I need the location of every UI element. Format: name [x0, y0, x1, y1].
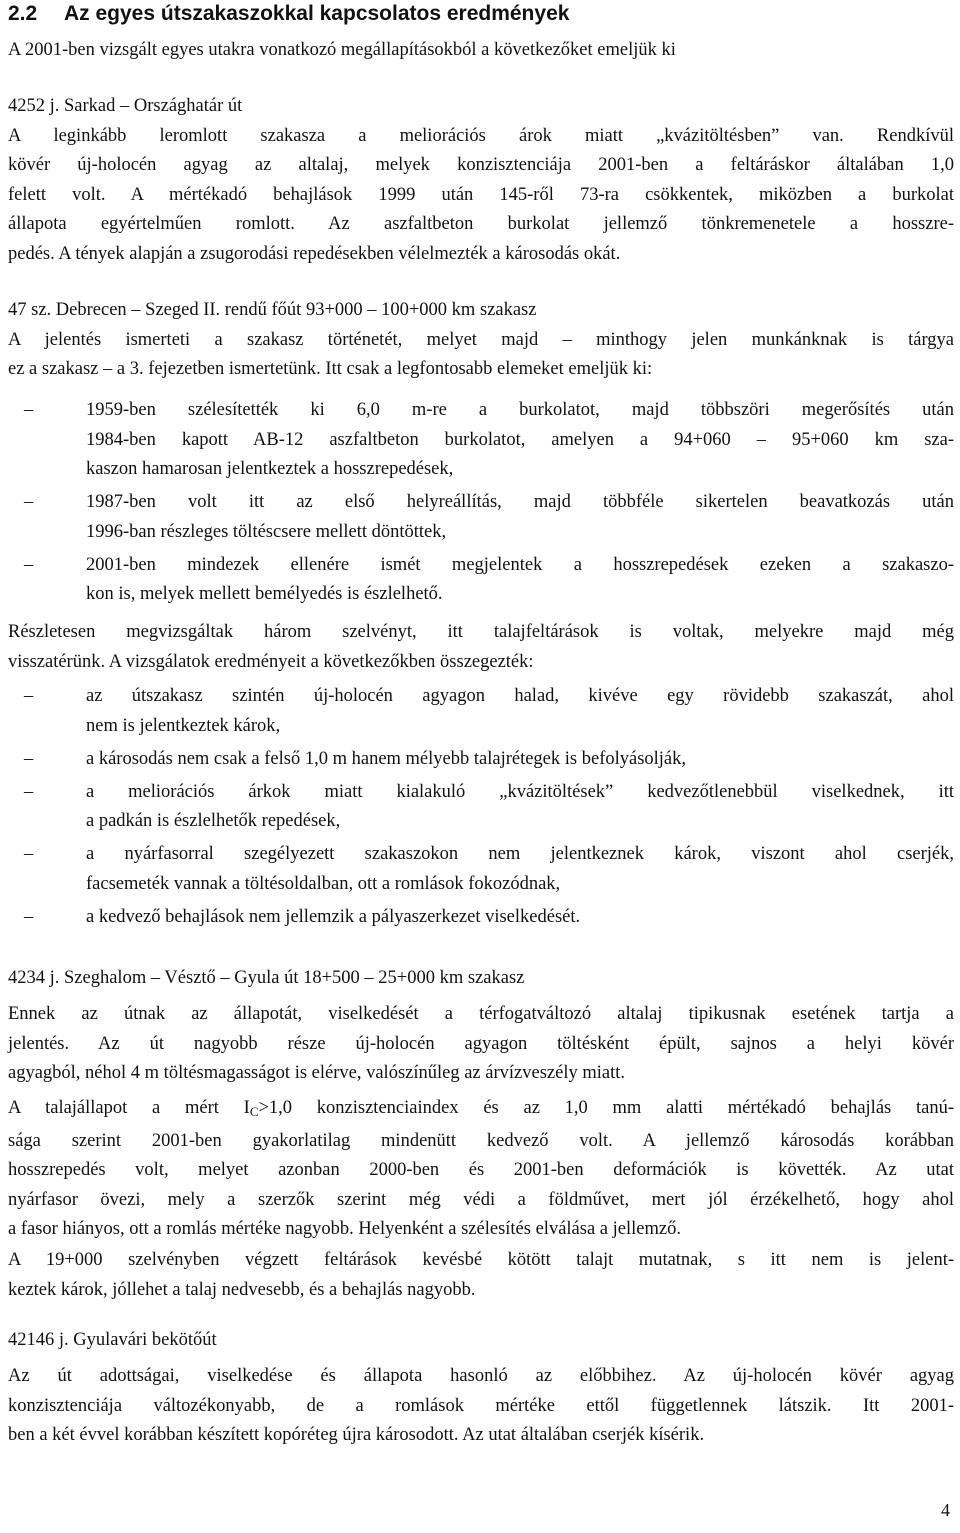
bullet-line: a kedvező behajlások nem jellemzik a pályaszerkezet viselkedését.: [86, 906, 581, 927]
bullet-line: nem is jelentkeztek károk,: [86, 715, 281, 736]
road1-line: A leginkább leromlott szakasza a meliorációs árok miatt „kvázitöltésben” van. Rendkívül: [8, 125, 954, 146]
road4-line: ben a két évvel korábban készített kopóréteg újra károsodott. Az utat általában cserjék kísérik.: [8, 1425, 705, 1445]
bullet-line: kon is, melyek mellett bemélyedés is észlelhető.: [86, 584, 443, 604]
ic-suffix: >1,0 konzisztenciaindex és az 1,0 mm alatti mértékadó behajlás tanú-: [258, 1098, 954, 1118]
road3-line: [8, 1094, 954, 1127]
list-item: [8, 488, 954, 547]
road1-line: felett volt. A mértékadó behajlások 1999 után 145-ről 73-ra csökkentek, miközben a burkolat: [8, 184, 954, 205]
section-number: 2.2: [8, 2, 38, 25]
ic-subscript: C: [249, 1104, 259, 1119]
bullet-dash: –: [24, 686, 34, 706]
bullet-line: facsemeték vannak a töltésoldalban, ott a romlások fokozódnak,: [86, 873, 561, 894]
bullet-line: a padkán is észlelhetők repedések,: [86, 811, 341, 831]
road1-block: [8, 92, 954, 269]
bullet-line: a meliorációs árkok miatt kialakuló „kvázitöltések” kedvezőtlenebbül viselkednek, itt: [86, 781, 954, 802]
road2-para2-line: visszatérünk. A vizsgálatok eredményeit a következőkben összegezték:: [8, 651, 534, 672]
road4-title: 42146 j. Gyulavári bekötőút: [8, 1330, 217, 1350]
bullet-dash: –: [24, 748, 34, 769]
road4-block: [8, 1326, 954, 1356]
road4-line: konzisztenciája változékonyabb, de a romlások mértéke ettől függetlennek látszik. Itt 2001-: [8, 1395, 954, 1416]
road3-line: Ennek az útnak az állapotát, viselkedését a térfogatváltozó altalaj tipikusnak esetének tartja a: [8, 1004, 954, 1024]
road3-para1: [8, 1000, 954, 1089]
bullet-dash: –: [24, 554, 34, 575]
bullet-line: 1996-ban részleges töltéscsere mellett döntöttek,: [86, 521, 447, 542]
ic-prefix: A talajállapot a mért I: [8, 1098, 250, 1118]
road3-title: 4234 j. Szeghalom – Vésztő – Gyula út 18+500 – 25+000 km szakasz: [8, 968, 525, 988]
road1-title: 4252 j. Sarkad – Országhatár út: [8, 96, 243, 116]
road3-line: keztek károk, jóllehet a talaj nedvesebb, és a behajlás nagyobb.: [8, 1279, 476, 1300]
intro-paragraph: [8, 36, 954, 66]
bullet-line: 1984-ben kapott AB-12 aszfaltbeton burkolatot, amelyen a 94+060 – 95+060 km sza-: [86, 429, 954, 450]
road2-para2-line: Részletesen megvizsgáltak három szelvényt, itt talajfeltárások is voltak, melyekre majd még: [8, 622, 954, 642]
road2-para2: [8, 618, 954, 677]
bullet-line: a károsodás nem csak a felső 1,0 m hanem mélyebb talajrétegek is befolyásolják,: [86, 748, 687, 769]
bullet-line: a nyárfasorral szegélyezett szakaszokon nem jelentkeznek károk, viszont ahol cserjék,: [86, 844, 954, 864]
road3-line: A 19+000 szelvényben végzett feltárások kevésbé kötött talajt mutatnak, s itt nem is jelent-: [8, 1250, 954, 1270]
list-item: [8, 551, 954, 610]
list-item: [8, 840, 954, 899]
list-item: [8, 396, 954, 485]
road2-intro-line: ez a szakasz – a 3. fejezetben ismertetünk. Itt csak a legfontosabb elemeket emeljük ki:: [8, 359, 653, 379]
road3-block: [8, 964, 954, 994]
road3-line: jelentés. Az út nagyobb része új-holocén agyagon töltésként épült, sajnos a helyi kövér: [8, 1033, 954, 1054]
list-item: [8, 778, 954, 837]
road3-line: a fasor hiányos, ott a romlás mértéke nagyobb. Helyenként a szélesítés elválása a jellemző.: [8, 1219, 681, 1239]
bullet-dash: –: [24, 781, 34, 802]
road2-title: 47 sz. Debrecen – Szeged II. rendű főút 93+000 – 100+000 km szakasz: [8, 300, 537, 320]
road3-line: agyagból, néhol 4 m töltésmagasságot is elérve, valószínűleg az árvízveszély miatt.: [8, 1063, 625, 1083]
road1-line: pedés. A tények alapján a zsugorodási repedésekben vélelmezték a károsodás okát.: [8, 243, 621, 264]
road4-line: Az út adottságai, viselkedése és állapota hasonló az előbbihez. Az új-holocén kövér agyag: [8, 1366, 954, 1386]
intro-text: A 2001-ben vizsgált egyes utakra vonatkozó megállapításokból a következőket emeljük ki: [8, 40, 676, 60]
road2-block: [8, 296, 954, 385]
road3-line: sága szerint 2001-ben gyakorlatilag mindenütt kedvező volt. A jellemző károsodás korábban: [8, 1130, 954, 1151]
page-number: 4: [941, 1500, 950, 1520]
road3-line: nyárfasor övezi, mely a szerzők szerint még védi a földművet, mert jól érzékelhető, hogy ahol: [8, 1189, 954, 1210]
bullet-line: kaszon hamarosan jelentkeztek a hosszrepedések,: [86, 459, 454, 479]
section-title: Az egyes útszakaszokkal kapcsolatos eredmények: [64, 2, 570, 25]
list-item: [8, 903, 954, 933]
road3-line: hosszrepedés volt, melyet azonban 2000-ben és 2001-ben deformációk is követték. Az utat: [8, 1160, 954, 1180]
bullet-line: 1987-ben volt itt az első helyreállítás, majd többféle sikertelen beavatkozás után: [86, 492, 954, 512]
bullet-dash: –: [24, 400, 34, 420]
bullet-dash: –: [24, 906, 34, 927]
road3-para3: [8, 1246, 954, 1305]
road1-line: állapota egyértelműen romlott. Az aszfaltbeton burkolat jellemző tönkremenetele a hosszre-: [8, 214, 954, 234]
list-item: [8, 682, 954, 741]
section-heading: [8, 2, 569, 26]
bullet-line: 1959-ben szélesítették ki 6,0 m-re a burkolatot, majd többszöri megerősítés után: [86, 400, 954, 420]
bullet-dash: –: [24, 844, 34, 864]
road4-para: [8, 1362, 954, 1451]
road2-findings-list: [8, 682, 954, 936]
bullet-dash: –: [24, 492, 34, 512]
bullet-line: 2001-ben mindezek ellenére ismét megjelentek a hosszrepedések ezeken a szakaszo-: [86, 554, 954, 575]
road1-line: kövér új-holocén agyag az altalaj, melyek konzisztenciája 2001-ben a feltáráskor általában 1,0: [8, 155, 954, 175]
road2-intro-line: A jelentés ismerteti a szakasz történetét, melyet majd – minthogy jelen munkánknak is tárgya: [8, 329, 954, 350]
bullet-line: az útszakasz szintén új-holocén agyagon halad, kivéve egy rövidebb szakaszát, ahol: [86, 686, 954, 706]
road3-para2: [8, 1094, 954, 1245]
road2-bullet-list: [8, 396, 954, 613]
list-item: [8, 745, 954, 775]
